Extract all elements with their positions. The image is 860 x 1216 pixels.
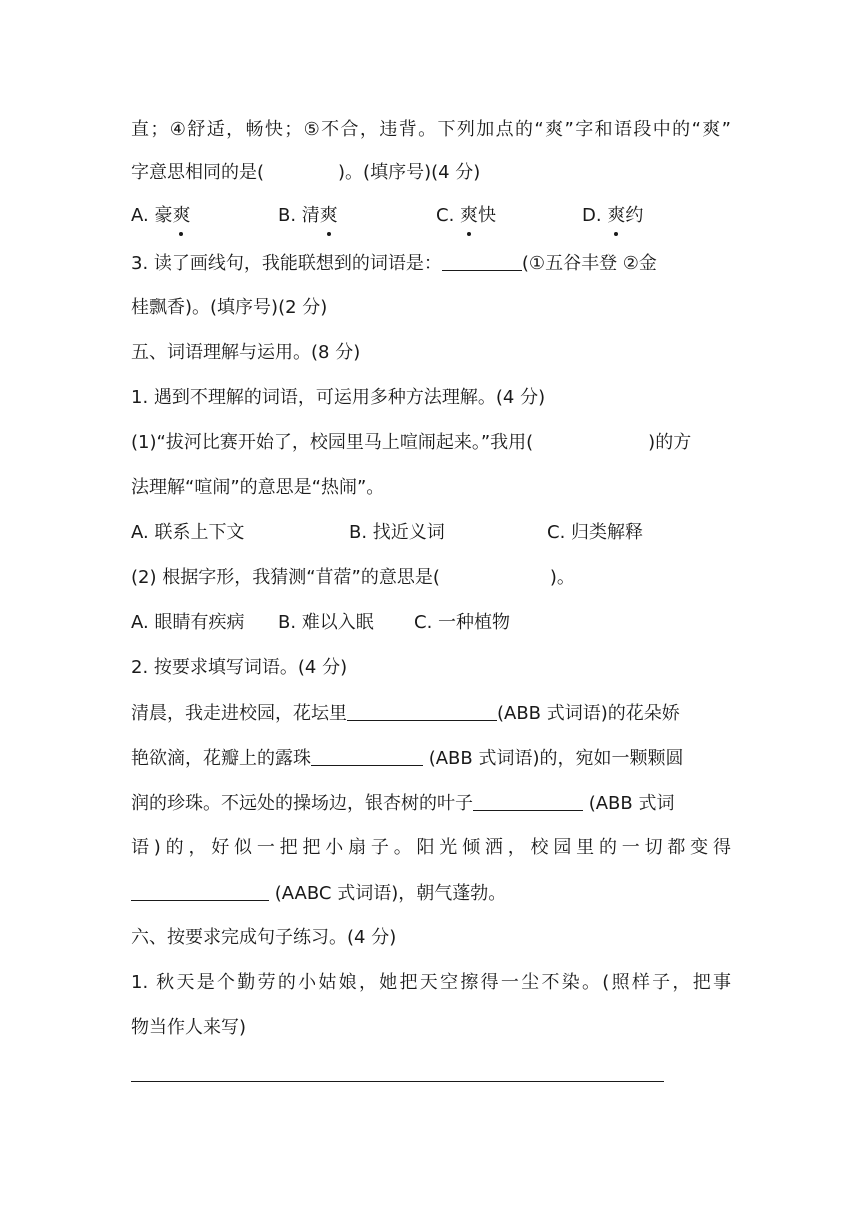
dotted-character: 爽 bbox=[460, 203, 478, 229]
q2-blank-1[interactable] bbox=[347, 700, 497, 721]
section5-q1-1-line2: 法理解“喧闹”的意思是“热闹”。 bbox=[131, 477, 385, 498]
q4-line2-text-b: )。(填序号)(4 分) bbox=[338, 162, 481, 183]
q4-option-c[interactable] bbox=[436, 203, 496, 229]
q1-1-option-a[interactable]: A. 联系上下文 bbox=[131, 522, 245, 543]
q2-l1-text-a: 清晨，我走进校园，花坛里 bbox=[131, 703, 347, 724]
q1-2-option-c[interactable]: C. 一种植物 bbox=[414, 612, 511, 633]
section5-q2-line1 bbox=[131, 700, 731, 727]
q4-option-d[interactable] bbox=[582, 203, 643, 229]
q2-l3-text-a: 润的珍珠。不远处的操场边，银杏树的叶子 bbox=[131, 793, 473, 814]
q2-l2-text-a: 艳欲滴，花瓣上的露珠 bbox=[131, 748, 311, 769]
q3-line1 bbox=[131, 250, 731, 277]
section6-q1-line2: 物当作人来写) bbox=[131, 1017, 247, 1038]
q1-1-option-c[interactable]: C. 归类解释 bbox=[547, 522, 644, 543]
section5-q2-line5 bbox=[131, 880, 731, 907]
dotted-character: 爽 bbox=[320, 203, 338, 229]
section5-q1-2 bbox=[131, 565, 731, 591]
q4-option-a[interactable] bbox=[131, 203, 190, 229]
q2-l5-text-b: (AABC 式词语)，朝气蓬勃。 bbox=[269, 883, 507, 904]
q2-blank-4[interactable] bbox=[131, 880, 269, 901]
section5-title: 五、词语理解与运用。(8 分) bbox=[131, 342, 361, 363]
dotted-character: 爽 bbox=[172, 203, 190, 229]
q3-line2: 桂飘香)。(填序号)(2 分) bbox=[131, 297, 328, 318]
q1-1-option-b[interactable]: B. 找近义词 bbox=[349, 522, 445, 543]
q3-text-a: 3. 读了画线句，我能联想到的词语是： bbox=[131, 253, 442, 274]
q1-1-text-a: (1)“拔河比赛开始了，校园里马上喧闹起来。”我用( bbox=[131, 432, 534, 453]
option-prefix: C. bbox=[436, 205, 461, 226]
section6-answer-line[interactable] bbox=[131, 1081, 664, 1082]
option-suffix: 约 bbox=[625, 205, 644, 226]
section6-title: 六、按要求完成句子练习。(4 分) bbox=[131, 927, 397, 948]
q4-line2-text-a: 字意思相同的是( bbox=[131, 162, 265, 183]
section5-q1-title: 1. 遇到不理解的词语，可运用多种方法理解。(4 分) bbox=[131, 387, 546, 408]
section5-q2-line3 bbox=[131, 790, 731, 817]
section5-q1-1-line1 bbox=[131, 430, 731, 456]
q3-text-b: (①五谷丰登 ②金 bbox=[521, 253, 657, 274]
q1-2-text-b: )。 bbox=[549, 567, 575, 588]
q2-l2-text-b: (ABB 式词语)的，宛如一颗颗圆 bbox=[423, 748, 684, 769]
q4-option-b[interactable] bbox=[278, 203, 338, 229]
q3-answer-blank[interactable] bbox=[442, 250, 522, 271]
q2-l3-text-b: (ABB 式词 bbox=[583, 793, 675, 814]
q4-line1: 直；④舒适，畅快；⑤不合，违背。下列加点的“爽”字和语段中的“爽” bbox=[131, 119, 731, 140]
q1-2-text-a: (2) 根据字形，我猜测“苜蓿”的意思是( bbox=[131, 567, 440, 588]
q1-2-option-a[interactable]: A. 眼睛有疾病 bbox=[131, 612, 245, 633]
section5-q2-line2 bbox=[131, 745, 731, 772]
option-suffix: 快 bbox=[478, 205, 497, 226]
section5-q2-title: 2. 按要求填写词语。(4 分) bbox=[131, 657, 348, 678]
q1-2-option-b[interactable]: B. 难以入眠 bbox=[278, 612, 374, 633]
q1-1-text-b: )的方 bbox=[648, 432, 692, 453]
option-prefix: B. 清 bbox=[278, 205, 320, 226]
q4-line2 bbox=[131, 160, 731, 186]
q2-l1-text-b: (ABB 式词语)的花朵娇 bbox=[497, 703, 680, 724]
q2-blank-2[interactable] bbox=[311, 745, 423, 766]
option-prefix: A. 豪 bbox=[131, 205, 173, 226]
section6-q1-line1: 1. 秋天是个勤劳的小姑娘，她把天空擦得一尘不染。(照样子，把事 bbox=[131, 972, 731, 993]
option-prefix: D. bbox=[582, 205, 608, 226]
section5-q2-line4: 语)的，好似一把把小扇子。阳光倾洒，校园里的一切都变得 bbox=[131, 837, 731, 858]
q2-blank-3[interactable] bbox=[473, 790, 583, 811]
dotted-character: 爽 bbox=[607, 203, 625, 229]
